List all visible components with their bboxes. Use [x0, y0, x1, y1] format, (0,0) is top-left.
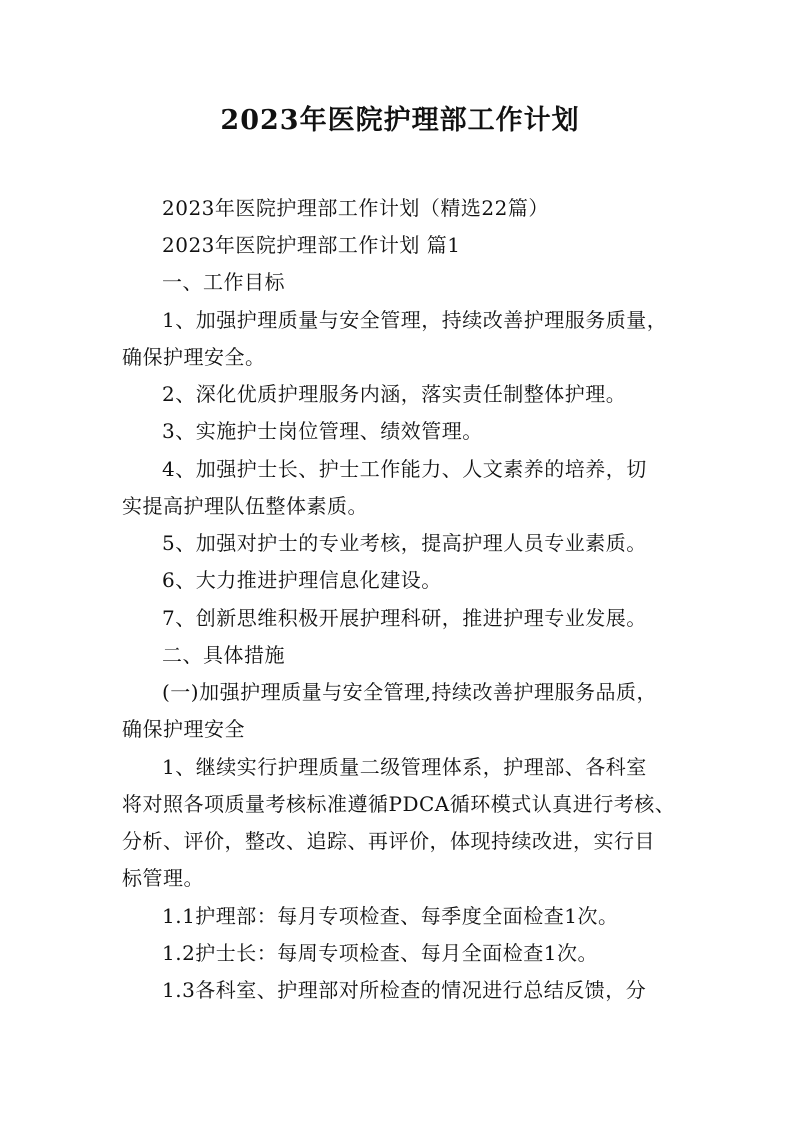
paragraph-line: 分析、评价，整改、追踪、再评价，体现持续改进，实行目 — [122, 829, 655, 853]
document-subtitle: 2023年医院护理部工作计划（精选22篇） — [162, 196, 549, 220]
section-heading-measures: 二、具体措施 — [162, 643, 285, 667]
paragraph-line: 确保护理安全。 — [122, 345, 266, 369]
document-title: 2023年医院护理部工作计划 — [220, 105, 580, 136]
paragraph-line: 7、创新思维积极开展护理科研，推进护理专业发展。 — [162, 606, 647, 630]
paragraph-line: 1.3各科室、护理部对所检查的情况进行总结反馈，分 — [162, 978, 647, 1002]
paragraph-line: 确保护理安全 — [122, 717, 245, 741]
paragraph-line: 1.1护理部：每月专项检查、每季度全面检查1次。 — [162, 904, 619, 928]
paragraph-line: 标管理。 — [122, 866, 204, 890]
paragraph-line: (一)加强护理质量与安全管理,持续改善护理服务品质， — [162, 680, 657, 704]
section-heading-goals: 一、工作目标 — [162, 270, 285, 294]
paragraph-line: 3、实施护士岗位管理、绩效管理。 — [162, 419, 483, 443]
paragraph-line: 1、加强护理质量与安全管理，持续改善护理服务质量， — [162, 308, 668, 332]
paragraph-line: 6、大力推进护理信息化建设。 — [162, 568, 442, 592]
paragraph-line: 将对照各项质量考核标准遵循PDCA循环模式认真进行考核、 — [122, 792, 676, 816]
paragraph-line: 实提高护理队伍整体素质。 — [122, 494, 368, 518]
paragraph-line: 1、继续实行护理质量二级管理体系，护理部、各科室 — [162, 755, 647, 779]
paragraph-line: 1.2护士长：每周专项检查、每月全面检查1次。 — [162, 941, 599, 965]
paragraph-line: 2、深化优质护理服务内涵，落实责任制整体护理。 — [162, 382, 627, 406]
paragraph-line: 5、加强对护士的专业考核，提高护理人员专业素质。 — [162, 531, 647, 555]
paragraph-line: 4、加强护士长、护士工作能力、人文素养的培养，切 — [162, 457, 647, 481]
section-heading-article-1: 2023年医院护理部工作计划 篇1 — [162, 233, 461, 257]
